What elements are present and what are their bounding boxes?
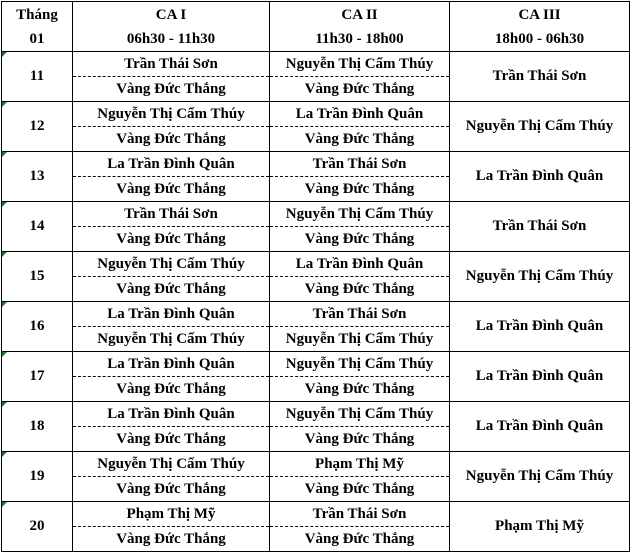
cell-corner-marker-icon bbox=[2, 402, 7, 407]
shift-1-staff-secondary[interactable]: Vàng Đức Thắng bbox=[73, 177, 270, 202]
shift-3-staff[interactable]: Nguyễn Thị Cẩm Thúy bbox=[450, 252, 630, 302]
cell-corner-marker-icon bbox=[2, 252, 7, 257]
month-label: Tháng bbox=[16, 6, 58, 23]
shift-3-staff[interactable]: Nguyễn Thị Cẩm Thúy bbox=[450, 452, 630, 502]
shift-2-staff-primary[interactable]: Nguyễn Thị Cẩm Thúy bbox=[270, 202, 450, 227]
day-cell[interactable] bbox=[2, 52, 73, 102]
day-row-top bbox=[2, 202, 630, 227]
shift-1-staff-secondary[interactable]: Vàng Đức Thắng bbox=[73, 477, 270, 502]
shift-3-staff[interactable]: Phạm Thị Mỹ bbox=[450, 502, 630, 552]
shift-1-staff-primary[interactable]: Trần Thái Sơn bbox=[73, 202, 270, 227]
shift-1-staff-primary[interactable]: La Trần Đình Quân bbox=[73, 402, 270, 427]
day-number: 18 bbox=[29, 418, 45, 434]
cell-corner-marker-icon bbox=[2, 102, 7, 107]
shift-2-staff-primary[interactable]: Phạm Thị Mỹ bbox=[270, 452, 450, 477]
month-header-cell[interactable] bbox=[2, 2, 73, 52]
day-number: 15 bbox=[29, 268, 45, 284]
shift-1-staff-primary[interactable]: La Trần Đình Quân bbox=[73, 302, 270, 327]
shift-2-staff-primary[interactable]: Trần Thái Sơn bbox=[270, 152, 450, 177]
shift-1-staff-secondary[interactable]: Nguyễn Thị Cẩm Thúy bbox=[73, 327, 270, 352]
shift-2-staff-secondary[interactable]: Vàng Đức Thắng bbox=[270, 477, 450, 502]
shift-2-staff-secondary[interactable]: Vàng Đức Thắng bbox=[270, 127, 450, 152]
shift-2-staff-primary[interactable]: Trần Thái Sơn bbox=[270, 502, 450, 527]
day-number: 19 bbox=[29, 468, 45, 484]
cell-corner-marker-icon bbox=[2, 302, 7, 307]
cell-corner-marker-icon bbox=[2, 502, 7, 507]
shift-2-staff-primary[interactable]: La Trần Đình Quân bbox=[270, 252, 450, 277]
day-row-top bbox=[2, 52, 630, 77]
shift-2-time: 11h30 - 18h00 bbox=[315, 30, 404, 47]
day-row-top bbox=[2, 452, 630, 477]
day-cell[interactable] bbox=[2, 452, 73, 502]
shift-1-staff-primary[interactable]: Phạm Thị Mỹ bbox=[73, 502, 270, 527]
shift-3-staff[interactable]: La Trần Đình Quân bbox=[450, 352, 630, 402]
day-number: 14 bbox=[29, 218, 45, 234]
shift-1-staff-secondary[interactable]: Vàng Đức Thắng bbox=[73, 77, 270, 102]
shift-3-header-cell[interactable] bbox=[450, 2, 630, 52]
shift-1-name: CA I bbox=[155, 6, 187, 23]
shift-2-staff-secondary[interactable]: Vàng Đức Thắng bbox=[270, 277, 450, 302]
day-row-top bbox=[2, 302, 630, 327]
day-cell[interactable] bbox=[2, 202, 73, 252]
day-cell[interactable] bbox=[2, 402, 73, 452]
day-cell[interactable] bbox=[2, 102, 73, 152]
header-row bbox=[2, 2, 630, 52]
shift-2-staff-primary[interactable]: Nguyễn Thị Cẩm Thúy bbox=[270, 402, 450, 427]
shift-1-staff-primary[interactable]: Trần Thái Sơn bbox=[73, 52, 270, 77]
shift-2-staff-primary[interactable]: Nguyễn Thị Cẩm Thúy bbox=[270, 52, 450, 77]
shift-2-staff-secondary[interactable]: Nguyễn Thị Cẩm Thúy bbox=[270, 327, 450, 352]
day-cell[interactable] bbox=[2, 352, 73, 402]
roster-body bbox=[2, 52, 630, 552]
day-number: 16 bbox=[29, 318, 45, 334]
shift-1-staff-primary[interactable]: Nguyễn Thị Cẩm Thúy bbox=[73, 252, 270, 277]
shift-1-staff-secondary[interactable]: Vàng Đức Thắng bbox=[73, 527, 270, 552]
shift-1-staff-primary[interactable]: La Trần Đình Quân bbox=[73, 152, 270, 177]
day-row-top bbox=[2, 402, 630, 427]
cell-corner-marker-icon bbox=[2, 202, 7, 207]
shift-3-time: 18h00 - 06h30 bbox=[494, 30, 585, 47]
day-number: 11 bbox=[29, 68, 45, 84]
shift-2-staff-primary[interactable]: La Trần Đình Quân bbox=[270, 102, 450, 127]
shift-1-staff-secondary[interactable]: Vàng Đức Thắng bbox=[73, 277, 270, 302]
cell-corner-marker-icon bbox=[2, 452, 7, 457]
shift-2-name: CA II bbox=[341, 6, 378, 23]
shift-3-name: CA III bbox=[518, 6, 561, 23]
cell-corner-marker-icon bbox=[2, 152, 7, 157]
day-cell[interactable] bbox=[2, 252, 73, 302]
shift-3-staff[interactable]: Trần Thái Sơn bbox=[450, 52, 630, 102]
cell-corner-marker-icon bbox=[2, 52, 7, 57]
shift-2-staff-secondary[interactable]: Vàng Đức Thắng bbox=[270, 377, 450, 402]
day-number: 13 bbox=[29, 168, 45, 184]
shift-2-staff-primary[interactable]: Trần Thái Sơn bbox=[270, 302, 450, 327]
shift-1-staff-primary[interactable]: Nguyễn Thị Cẩm Thúy bbox=[73, 452, 270, 477]
shift-1-staff-secondary[interactable]: Vàng Đức Thắng bbox=[73, 427, 270, 452]
shift-1-staff-secondary[interactable]: Vàng Đức Thắng bbox=[73, 127, 270, 152]
shift-1-staff-secondary[interactable]: Vàng Đức Thắng bbox=[73, 377, 270, 402]
day-number: 20 bbox=[29, 518, 45, 534]
day-row-top bbox=[2, 252, 630, 277]
day-row-top bbox=[2, 502, 630, 527]
shift-3-staff[interactable]: Trần Thái Sơn bbox=[450, 202, 630, 252]
shift-2-staff-secondary[interactable]: Vàng Đức Thắng bbox=[270, 77, 450, 102]
shift-2-staff-secondary[interactable]: Vàng Đức Thắng bbox=[270, 427, 450, 452]
shift-3-staff[interactable]: Nguyễn Thị Cẩm Thúy bbox=[450, 102, 630, 152]
shift-2-header-cell[interactable] bbox=[270, 2, 450, 52]
day-number: 17 bbox=[29, 368, 45, 384]
shift-3-staff[interactable]: La Trần Đình Quân bbox=[450, 152, 630, 202]
day-cell[interactable] bbox=[2, 152, 73, 202]
shift-3-staff[interactable]: La Trần Đình Quân bbox=[450, 402, 630, 452]
shift-2-staff-secondary[interactable]: Vàng Đức Thắng bbox=[270, 177, 450, 202]
day-row-top bbox=[2, 352, 630, 377]
shift-1-staff-secondary[interactable]: Vàng Đức Thắng bbox=[73, 227, 270, 252]
day-cell[interactable] bbox=[2, 502, 73, 552]
cell-corner-marker-icon bbox=[2, 352, 7, 357]
day-row-top bbox=[2, 152, 630, 177]
shift-2-staff-secondary[interactable]: Vàng Đức Thắng bbox=[270, 527, 450, 552]
shift-3-staff[interactable]: La Trần Đình Quân bbox=[450, 302, 630, 352]
shift-2-staff-primary[interactable]: Nguyễn Thị Cẩm Thúy bbox=[270, 352, 450, 377]
shift-1-header-cell[interactable] bbox=[73, 2, 270, 52]
shift-1-staff-primary[interactable]: Nguyễn Thị Cẩm Thúy bbox=[73, 102, 270, 127]
shift-1-time: 06h30 - 11h30 bbox=[126, 30, 216, 47]
day-row-top bbox=[2, 102, 630, 127]
day-cell[interactable] bbox=[2, 302, 73, 352]
shift-1-staff-primary[interactable]: La Trần Đình Quân bbox=[73, 352, 270, 377]
shift-roster-table bbox=[1, 1, 630, 552]
day-number: 12 bbox=[29, 118, 45, 134]
shift-2-staff-secondary[interactable]: Vàng Đức Thắng bbox=[270, 227, 450, 252]
month-value: 01 bbox=[29, 30, 45, 47]
